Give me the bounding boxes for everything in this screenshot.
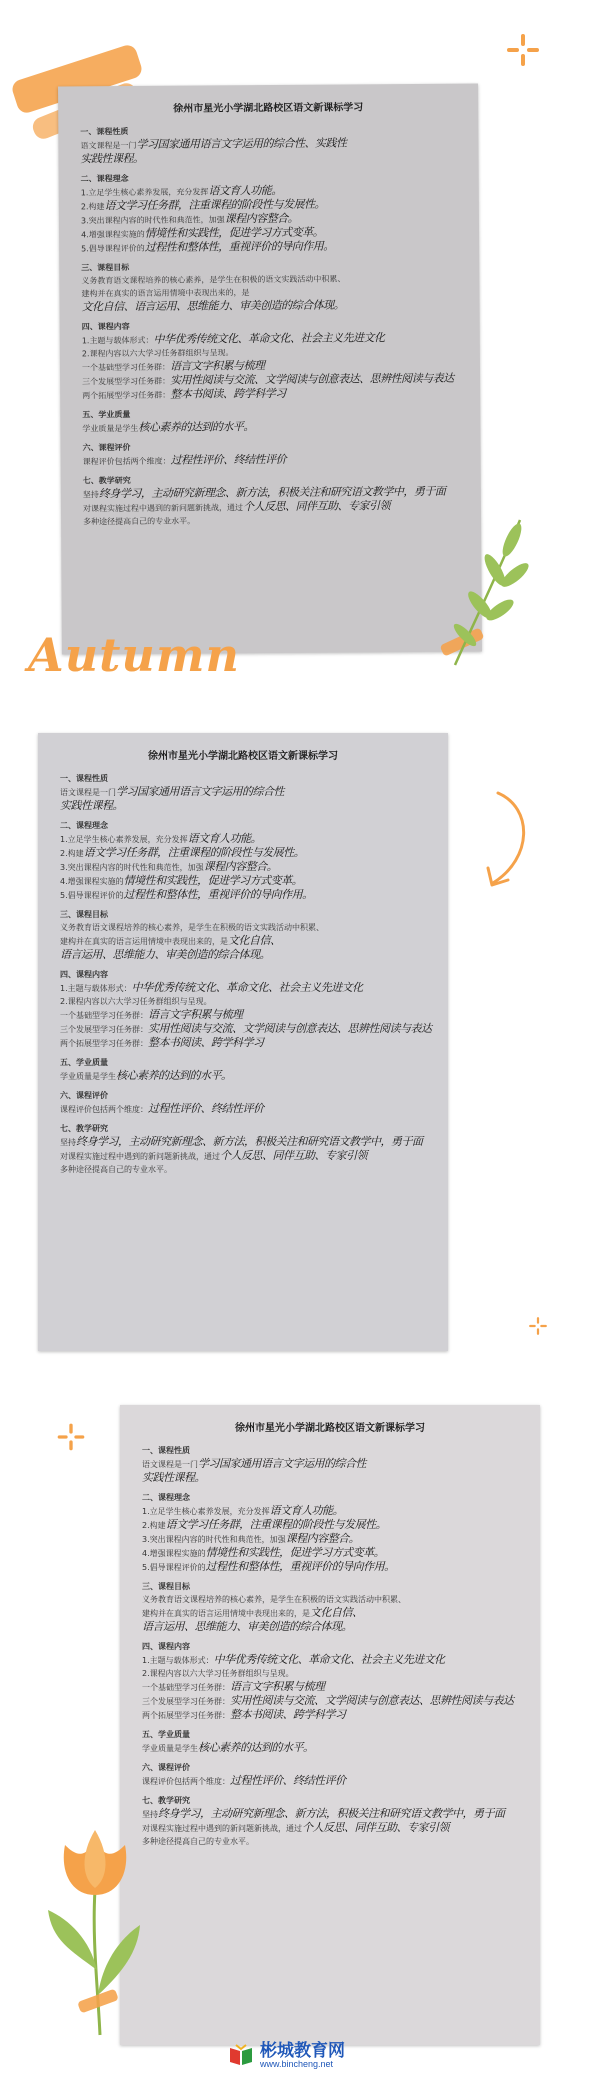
printed-text: 课程评价包括两个维度： xyxy=(60,1105,148,1114)
section-heading xyxy=(60,908,426,921)
text-line xyxy=(60,860,426,874)
printed-text: 六、课程评价 xyxy=(82,442,131,453)
printed-text: 2.构建 xyxy=(60,849,84,858)
text-line xyxy=(142,1774,518,1788)
handwritten-answer: 终身学习，主动研究新理念、新方法，积极关注和研究语文教学中，勇于面 xyxy=(158,1807,505,1820)
text-line xyxy=(81,239,457,256)
printed-text: 建构并在真实的语言运用情境中表现出来的，是 xyxy=(81,288,250,299)
handwritten-answer: 语文学习任务群，注重课程的阶段性与发展性。 xyxy=(104,197,326,213)
handwritten-answer: 语文育人功能。 xyxy=(269,1504,344,1517)
text-line xyxy=(142,1593,518,1606)
printed-text: 四、课程内容 xyxy=(81,321,130,332)
printed-text: 语文课程是一门 xyxy=(142,1460,198,1469)
printed-text: 4.增强课程实施的 xyxy=(142,1549,206,1558)
handwritten-answer: 语言运用、思维能力、审美创造的综合体现。 xyxy=(60,948,270,961)
page-body xyxy=(58,123,481,529)
text-line xyxy=(60,1008,426,1022)
text-line xyxy=(60,1022,432,1036)
handwritten-answer: 学习国家通用语言文字运用的综合性、实践性 xyxy=(136,136,347,151)
printed-text: 两个拓展型学习任务群： xyxy=(142,1711,230,1720)
text-line xyxy=(142,1653,518,1667)
handwritten-answer: 整本书阅读、跨学科学习 xyxy=(148,1036,264,1049)
section-heading xyxy=(60,772,426,785)
handwritten-answer: 终身学习，主动研究新理念、新方法，积极关注和研究语文教学中，勇于面 xyxy=(76,1135,423,1148)
site-watermark xyxy=(228,2040,345,2070)
printed-text: 多种途径提高自己的专业水平。 xyxy=(60,1165,172,1174)
text-line xyxy=(60,1163,426,1176)
handwritten-answer: 整本书阅读、跨学科学习 xyxy=(170,386,286,401)
handwritten-answer: 核心素养的达到的水平。 xyxy=(138,420,254,434)
printed-text: 二、课程理念 xyxy=(80,173,129,184)
text-line xyxy=(60,785,426,799)
printed-text: 七、教学研究 xyxy=(142,1796,190,1805)
text-line xyxy=(142,1457,518,1471)
printed-text: 四、课程内容 xyxy=(60,970,108,979)
printed-text: 多种途径提高自己的专业水平。 xyxy=(142,1837,254,1846)
text-line xyxy=(142,1708,518,1722)
page-body xyxy=(38,772,448,1176)
handwritten-answer: 语文学习任务群，注重课程的阶段性与发展性。 xyxy=(165,1518,387,1531)
printed-text: 五、学业质量 xyxy=(142,1730,190,1739)
printed-text: 2.课程内容以六大学习任务群组织与呈现。 xyxy=(142,1669,294,1678)
printed-text: 3.突出课程内容的时代性和典范性，加强 xyxy=(142,1535,286,1544)
printed-text: 5.倡导课程评价的 xyxy=(142,1563,206,1572)
handwritten-answer: 文化自信、语言运用、思维能力、审美创造的综合体现。 xyxy=(81,298,345,314)
worksheet-photo-1 xyxy=(58,84,482,655)
section-heading xyxy=(142,1794,518,1807)
leaf-branch-icon xyxy=(440,510,540,670)
curved-arrow-icon xyxy=(478,788,538,898)
printed-text: 三、课程目标 xyxy=(60,910,108,919)
handwritten-answer: 个人反思、同伴互助、专家引领 xyxy=(242,499,391,514)
printed-text: 4.增强课程实施的 xyxy=(60,877,124,886)
handwritten-answer: 文化自信、 xyxy=(228,934,281,947)
printed-text: 对课程实施过程中遇到的新问题新挑战，通过 xyxy=(142,1824,302,1833)
text-line xyxy=(83,485,459,502)
section-heading xyxy=(142,1640,518,1653)
printed-text: 对课程实施过程中遇到的新问题新挑战，通过 xyxy=(60,1152,220,1161)
printed-text: 七、教学研究 xyxy=(82,475,131,486)
handwritten-answer: 课程内容整合。 xyxy=(285,1532,360,1545)
printed-text: 义务教育语文课程培养的核心素养，是学生在积极的语文实践活动中积累、 xyxy=(81,274,346,286)
handwritten-answer: 过程性评价、终结性评价 xyxy=(170,452,287,467)
handwritten-answer: 过程性和整体性，重视评价的导向作用。 xyxy=(205,1560,395,1573)
worksheet-photo-2 xyxy=(38,733,448,1351)
printed-text: 三、课程目标 xyxy=(81,262,130,273)
text-line xyxy=(142,1694,518,1708)
printed-text: 六、课程评价 xyxy=(60,1091,108,1100)
handwritten-answer: 课程内容整合。 xyxy=(203,860,278,873)
handwritten-answer: 实用性阅读与交流、文学阅读与创意表达、思辨性阅读与表达 xyxy=(230,1694,514,1707)
text-line xyxy=(142,1606,518,1620)
printed-text: 4.增强课程实施的 xyxy=(81,229,145,240)
handwritten-answer: 学习国家通用语言文字运用的综合性 xyxy=(116,785,284,798)
text-line xyxy=(142,1532,518,1546)
text-line xyxy=(60,1135,426,1149)
printed-text: 三个发展型学习任务群： xyxy=(60,1025,148,1034)
section-heading xyxy=(142,1728,518,1741)
printed-text: 义务教育语文课程培养的核心素养，是学生在积极的语文实践活动中积累、 xyxy=(142,1595,406,1604)
text-line xyxy=(83,513,459,529)
printed-text: 1.立足学生核心素养发展，充分发挥 xyxy=(60,835,188,844)
text-line xyxy=(142,1807,518,1821)
text-line xyxy=(82,419,458,436)
handwritten-answer: 语言运用、思维能力、审美创造的综合体现。 xyxy=(142,1620,352,1633)
printed-text: 七、教学研究 xyxy=(60,1124,108,1133)
section-heading xyxy=(60,819,426,832)
text-line xyxy=(60,1069,426,1083)
book-logo-icon xyxy=(228,2044,254,2066)
section-heading xyxy=(142,1761,518,1774)
printed-text: 对课程实施过程中遇到的新问题新挑战，通过 xyxy=(82,503,243,514)
sparkle-icon xyxy=(505,32,541,68)
section-heading xyxy=(142,1444,518,1457)
section-heading xyxy=(60,1089,426,1102)
printed-text: 2.课程内容以六大学习任务群组织与呈现。 xyxy=(81,348,234,359)
text-line xyxy=(60,832,426,846)
handwritten-answer: 学习国家通用语言文字运用的综合性 xyxy=(198,1457,366,1470)
page-title: 徐州市星光小学湖北路校区语文新课标学习 xyxy=(148,751,338,762)
handwritten-answer: 个人反思、同伴互助、专家引领 xyxy=(302,1821,449,1834)
text-line xyxy=(60,799,426,813)
section-heading xyxy=(142,1491,518,1504)
text-line xyxy=(142,1560,518,1574)
printed-text: 三个发展型学习任务群： xyxy=(142,1697,230,1706)
printed-text: 二、课程理念 xyxy=(142,1493,190,1502)
text-line xyxy=(82,298,458,315)
printed-text: 五、学业质量 xyxy=(82,409,131,420)
printed-text: 三、课程目标 xyxy=(142,1582,190,1591)
text-line xyxy=(60,888,426,902)
sparkle-icon xyxy=(528,1316,548,1336)
printed-text: 坚持 xyxy=(60,1138,76,1147)
text-line xyxy=(142,1471,518,1485)
handwritten-answer: 实践性课程。 xyxy=(60,799,123,812)
printed-text: 坚持 xyxy=(142,1810,158,1819)
printed-text: 建构并在真实的语言运用情境中表现出来的，是 xyxy=(60,937,228,946)
printed-text: 三个发展型学习任务群： xyxy=(82,376,171,387)
text-line xyxy=(142,1835,518,1848)
printed-text: 5.倡导课程评价的 xyxy=(60,891,124,900)
printed-text: 五、学业质量 xyxy=(60,1058,108,1067)
printed-text: 2.构建 xyxy=(80,202,105,212)
text-line xyxy=(142,1620,518,1634)
page-title: 徐州市星光小学湖北路校区语文新课标学习 xyxy=(173,102,364,115)
printed-text: 2.课程内容以六大学习任务群组织与呈现。 xyxy=(60,997,212,1006)
handwritten-answer: 语文学习任务群，注重课程的阶段性与发展性。 xyxy=(83,846,305,859)
printed-text: 课程评价包括两个维度： xyxy=(142,1777,230,1786)
worksheet-photo-3 xyxy=(120,1405,540,2045)
handwritten-answer: 个人反思、同伴互助、专家引领 xyxy=(220,1149,367,1162)
printed-text: 1.立足学生核心素养发展，充分发挥 xyxy=(80,187,209,198)
printed-text: 四、课程内容 xyxy=(142,1642,190,1651)
section-heading xyxy=(60,1056,426,1069)
text-line xyxy=(142,1518,518,1532)
printed-text: 语文课程是一门 xyxy=(80,140,137,151)
watermark-name: 彬城教育网 xyxy=(260,2040,345,2060)
printed-text: 1.主题与载体形式： xyxy=(81,335,154,346)
text-line xyxy=(82,386,458,403)
printed-text: 1.主题与载体形式： xyxy=(142,1656,214,1665)
text-line xyxy=(60,948,426,962)
handwritten-answer: 核心素养的达到的水平。 xyxy=(116,1069,232,1082)
text-line xyxy=(142,1821,518,1835)
handwritten-answer: 过程性和整体性，重视评价的导向作用。 xyxy=(123,888,313,901)
printed-text: 5.倡导课程评价的 xyxy=(81,243,145,254)
watermark-url: www.bincheng.net xyxy=(260,2058,334,2069)
handwritten-answer: 语言文字积累与梳理 xyxy=(148,1008,243,1021)
handwritten-answer: 情境性和实践性，促进学习方式变革。 xyxy=(144,225,324,240)
text-line xyxy=(142,1546,518,1560)
printed-text: 一、课程性质 xyxy=(80,126,129,137)
printed-text: 建构并在真实的语言运用情境中表现出来的，是 xyxy=(142,1609,310,1618)
printed-text: 一个基础型学习任务群： xyxy=(142,1683,230,1692)
section-heading xyxy=(60,968,426,981)
handwritten-answer: 语文育人功能。 xyxy=(208,183,282,198)
text-line xyxy=(60,934,426,948)
text-line xyxy=(83,452,459,469)
handwritten-answer: 中华优秀传统文化、革命文化、社会主义先进文化 xyxy=(153,331,385,346)
printed-text: 义务教育语文课程培养的核心素养，是学生在积极的语文实践活动中积累、 xyxy=(60,923,324,932)
text-line xyxy=(142,1680,518,1694)
printed-text: 课程评价包括两个维度： xyxy=(82,456,171,467)
handwritten-answer: 中华优秀传统文化、革命文化、社会主义先进文化 xyxy=(213,1653,445,1666)
text-line xyxy=(142,1741,518,1755)
printed-text: 语文课程是一门 xyxy=(60,788,116,797)
handwritten-answer: 语言文字积累与梳理 xyxy=(169,359,265,373)
handwritten-answer: 终身学习，主动研究新理念、新方法，积极关注和研究语文教学中，勇于面 xyxy=(98,484,446,501)
handwritten-answer: 实践性课程。 xyxy=(80,151,144,166)
handwritten-answer: 情境性和实践性，促进学习方式变革。 xyxy=(123,874,303,887)
printed-text: 1.立足学生核心素养发展，充分发挥 xyxy=(142,1507,270,1516)
text-line xyxy=(142,1667,518,1680)
printed-text: 坚持 xyxy=(82,490,99,500)
printed-text: 学业质量是学生 xyxy=(82,423,139,434)
text-line xyxy=(60,995,426,1008)
text-line xyxy=(142,1504,518,1518)
text-line xyxy=(60,981,426,995)
handwritten-answer: 过程性和整体性，重视评价的导向作用。 xyxy=(144,239,334,254)
text-line xyxy=(80,150,456,167)
text-line xyxy=(60,874,426,888)
printed-text: 一个基础型学习任务群： xyxy=(81,362,171,373)
handwritten-answer: 实用性阅读与交流、文学阅读与创意表达、思辨性阅读与表达 xyxy=(170,371,454,387)
printed-text: 两个拓展型学习任务群： xyxy=(60,1039,148,1048)
printed-text: 学业质量是学生 xyxy=(60,1072,116,1081)
printed-text: 两个拓展型学习任务群： xyxy=(82,390,171,401)
page-body xyxy=(120,1444,540,1848)
page-title: 徐州市星光小学湖北路校区语文新课标学习 xyxy=(235,1423,425,1434)
handwritten-answer: 中华优秀传统文化、革命文化、社会主义先进文化 xyxy=(131,981,363,994)
text-line xyxy=(60,1036,426,1050)
text-line xyxy=(60,846,426,860)
section-heading xyxy=(142,1580,518,1593)
printed-text: 一个基础型学习任务群： xyxy=(60,1011,148,1020)
printed-text: 多种途径提高自己的专业水平。 xyxy=(83,516,196,527)
handwritten-answer: 过程性评价、终结性评价 xyxy=(148,1102,264,1115)
printed-text: 3.突出课程内容的时代性和典范性，加强 xyxy=(80,215,225,226)
printed-text: 学业质量是学生 xyxy=(142,1744,198,1753)
section-heading xyxy=(60,1122,426,1135)
handwritten-answer: 实践性课程。 xyxy=(142,1471,205,1484)
text-line xyxy=(82,372,458,389)
sparkle-icon xyxy=(56,1422,86,1452)
printed-text: 二、课程理念 xyxy=(60,821,108,830)
autumn-script-text: Autumn xyxy=(28,628,240,682)
printed-text: 1.主题与载体形式： xyxy=(60,984,132,993)
handwritten-answer: 语文育人功能。 xyxy=(187,832,262,845)
text-line xyxy=(60,1149,426,1163)
handwritten-answer: 核心素养的达到的水平。 xyxy=(198,1741,314,1754)
text-line xyxy=(60,1102,426,1116)
printed-text: 3.突出课程内容的时代性和典范性，加强 xyxy=(60,863,204,872)
handwritten-answer: 整本书阅读、跨学科学习 xyxy=(230,1708,346,1721)
handwritten-answer: 实用性阅读与交流、文学阅读与创意表达、思辨性阅读与表达 xyxy=(148,1022,432,1035)
handwritten-answer: 过程性评价、终结性评价 xyxy=(230,1774,346,1787)
handwritten-answer: 情境性和实践性，促进学习方式变革。 xyxy=(205,1546,385,1559)
printed-text: 2.构建 xyxy=(142,1521,166,1530)
printed-text: 一、课程性质 xyxy=(142,1446,190,1455)
handwritten-answer: 文化自信、 xyxy=(310,1606,363,1619)
handwritten-answer: 课程内容整合。 xyxy=(224,211,299,226)
printed-text: 六、课程评价 xyxy=(142,1763,190,1772)
handwritten-answer: 语言文字积累与梳理 xyxy=(230,1680,325,1693)
text-line xyxy=(60,921,426,934)
printed-text: 一、课程性质 xyxy=(60,774,108,783)
